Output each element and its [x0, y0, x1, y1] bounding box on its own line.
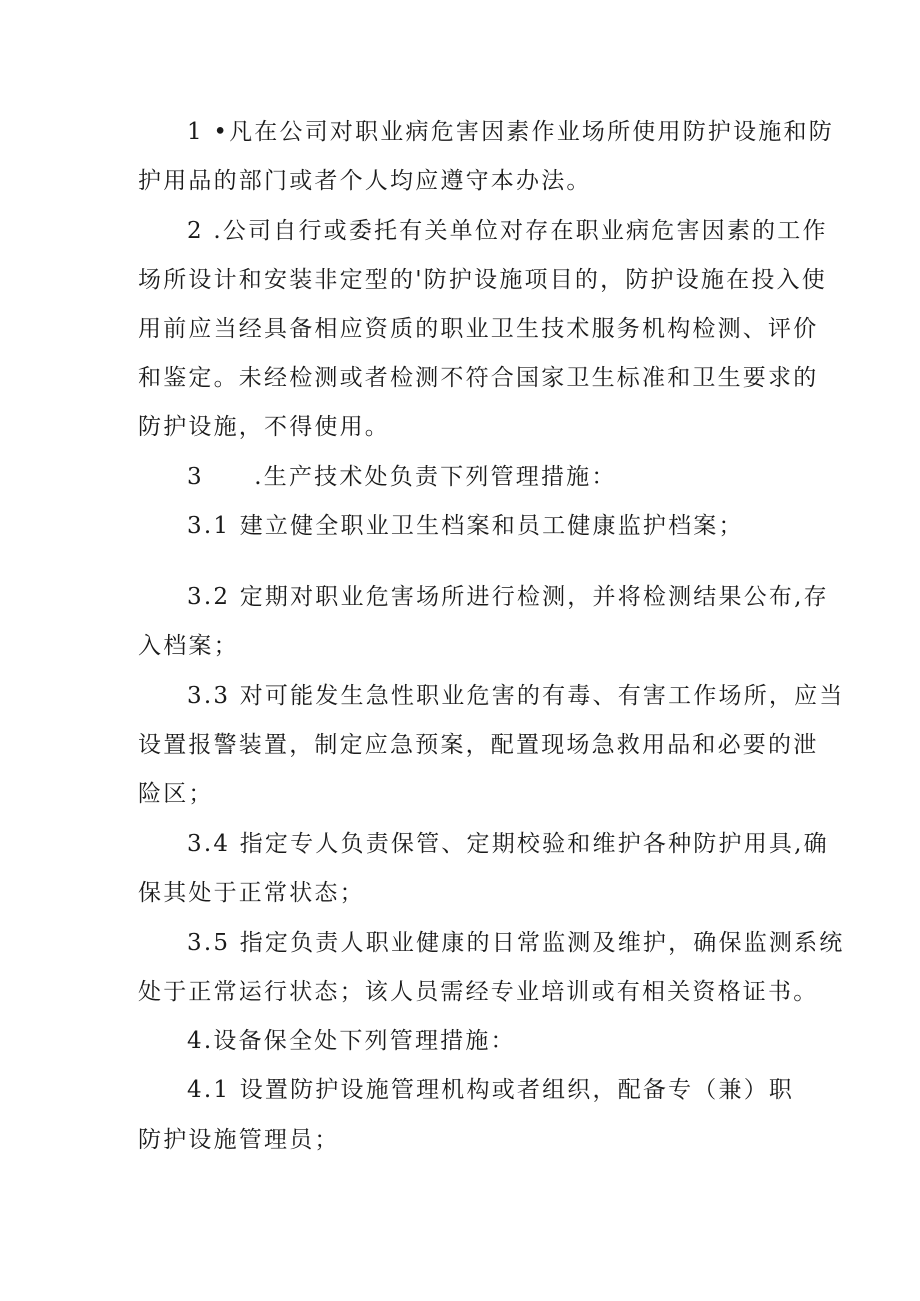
paragraph-2-line-3: 用前应当经具备相应资质的职业卫生技术服务机构检测、评价 [138, 316, 819, 342]
paragraph-4-1-line-1: 4.1 设置防护设施管理机构或者组织，配备专（兼）职 [187, 1077, 795, 1103]
paragraph-1-line-2: 护用品的部门或者个人均应遵守本办法。 [138, 168, 592, 194]
paragraph-3-2-line-2: 入档案； [138, 633, 239, 659]
paragraph-3-2-line-1: 3.2 定期对职业危害场所进行检测，并将检测结果公布,存 [187, 584, 829, 610]
paragraph-1-line-1: 1 •凡在公司对职业病危害因素作业场所使用防护设施和防 [187, 119, 834, 145]
paragraph-2-line-5: 防护设施，不得使用。 [138, 414, 390, 440]
paragraph-3-4-line-1: 3.4 指定专人负责保管、定期校验和维护各种防护用具,确 [187, 831, 829, 857]
paragraph-3-1: 3.1 建立健全职业卫生档案和员工健康监护档案； [187, 513, 744, 539]
paragraph-3-3-line-3: 险区； [138, 781, 214, 807]
paragraph-4-1-line-2: 防护设施管理员； [138, 1127, 340, 1153]
paragraph-3-3-line-2: 设置报警装置，制定应急预案，配置现场急救用品和必要的泄 [138, 732, 819, 758]
paragraph-3-heading: 3 .生产技术处负责下列管理措施： [187, 464, 617, 490]
paragraph-2-line-4: 和鉴定。未经检测或者检测不符合国家卫生标准和卫生要求的 [138, 365, 819, 391]
paragraph-4-heading: 4.设备保全处下列管理措施： [187, 1028, 516, 1054]
paragraph-3-3-line-1: 3.3 对可能发生急性职业危害的有毒、有害工作场所，应当 [187, 683, 845, 709]
paragraph-2-line-1: 2 .公司自行或委托有关单位对存在职业病危害因素的工作 [187, 218, 828, 244]
paragraph-3-4-line-2: 保其处于正常状态； [138, 880, 365, 906]
paragraph-3-5-line-1: 3.5 指定负责人职业健康的日常监测及维护，确保监测系统 [187, 930, 845, 956]
paragraph-2-line-2: 场所设计和安装非定型的'防护设施项目的，防护设施在投入使 [138, 267, 827, 293]
paragraph-3-5-line-2: 处于正常运行状态；该人员需经专业培训或有相关资格证书。 [138, 979, 819, 1005]
